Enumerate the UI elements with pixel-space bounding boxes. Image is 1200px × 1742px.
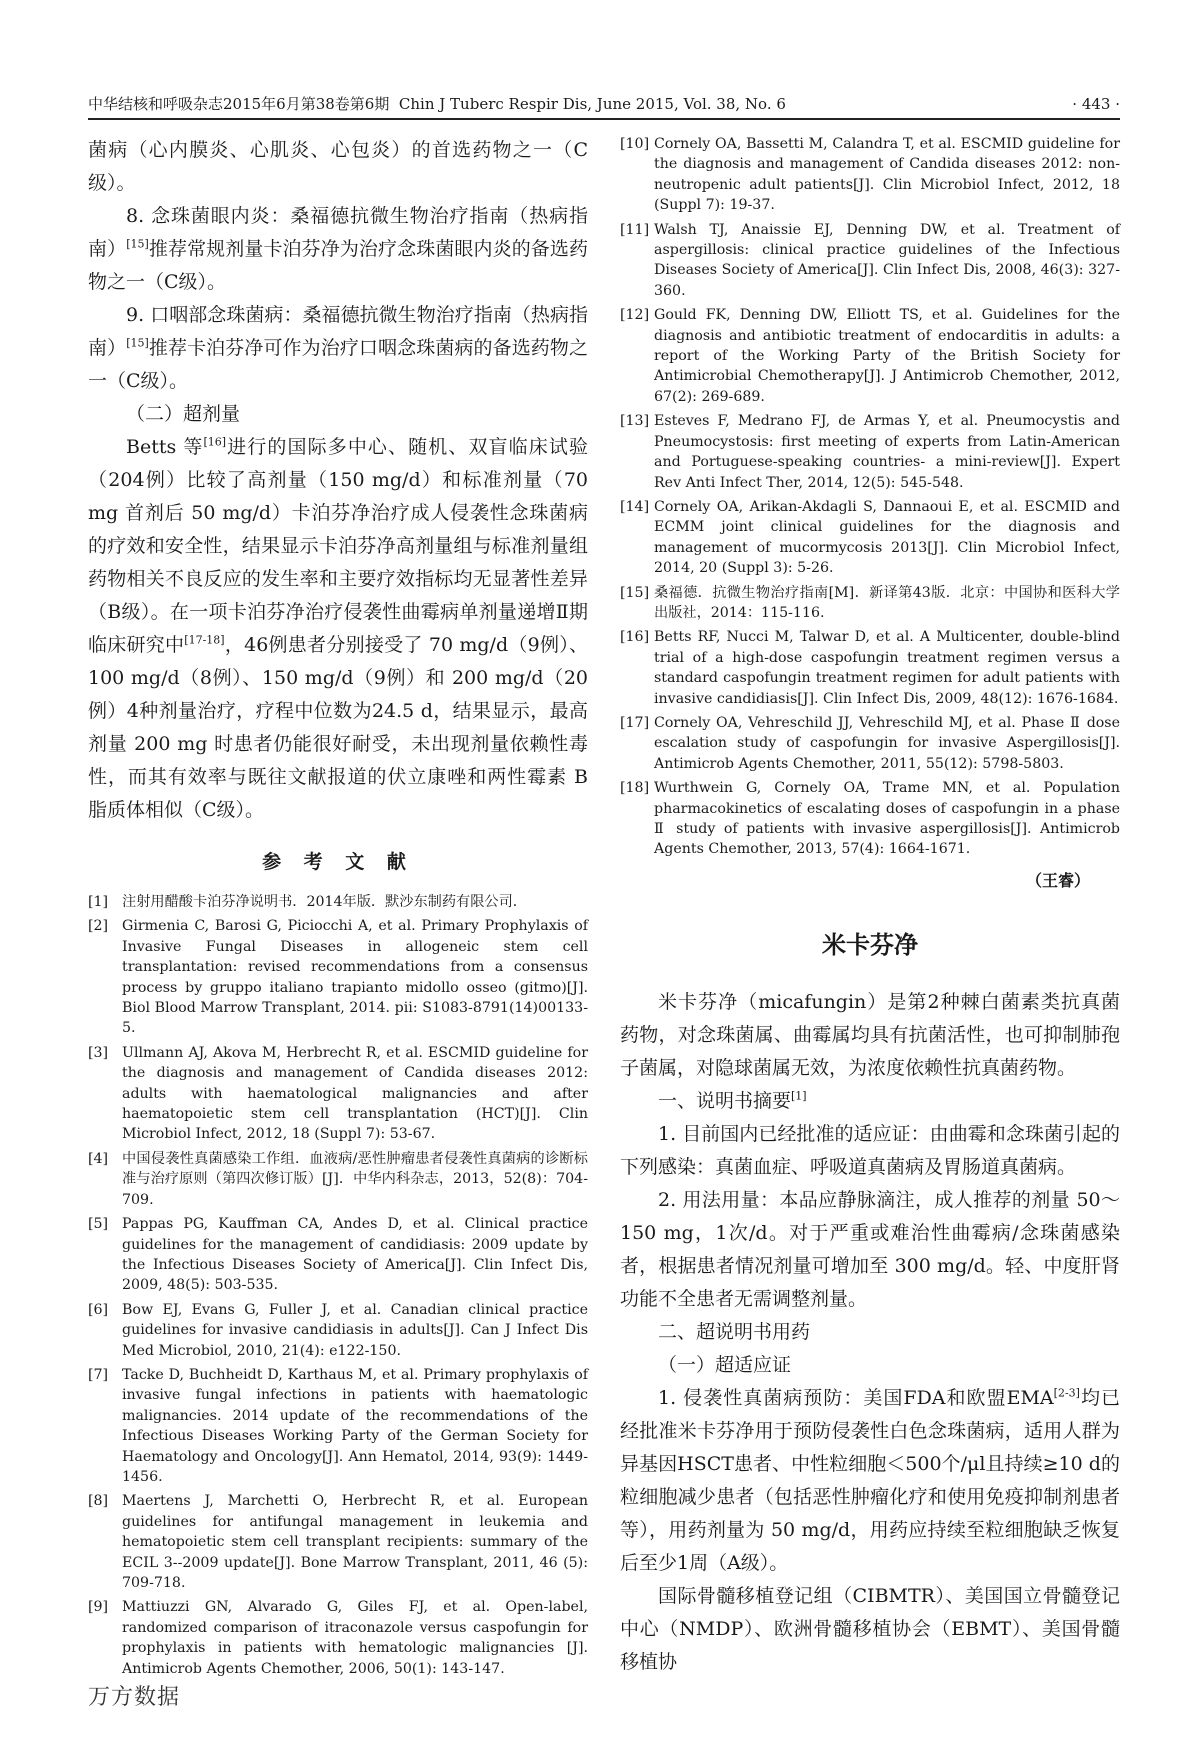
reference-number: [4]: [88, 1150, 109, 1167]
reference-item: [88, 1491, 588, 1593]
reference-text: Walsh TJ, Anaissie EJ, Denning DW, et al. Treatment of aspergillosis: clinical practice guidelines of the Infectious Diseases Society of America[J]. Clin Infect Dis, 2008, 46(3): 327-360.: [654, 221, 1120, 299]
reference-text: Girmenia C, Barosi G, Piciocchi A, et al. Primary Prophylaxis of Invasive Fungal Diseases in allogeneic stem cell transplantation: revised recommendations from a consensus process by gruppo italiano trapianto midollo osseo (gitmo)[J]. Biol Blood Marrow Transplant, 2014. pii: S1083-8791(14)00133-5.: [122, 918, 588, 1037]
reference-number: [1]: [88, 894, 109, 910]
reference-text: Ullmann AJ, Akova M, Herbrecht R, et al. ESCMID guideline for the diagnosis and management of Candida diseases 2012: adults with haematological malignancies and after haematopoietic stem cell transplantation (HCT)[J]. Clin Microbiol Infect, 2012, 18 (Suppl 7): 53-67.: [122, 1044, 588, 1143]
reference-number: [7]: [88, 1366, 109, 1383]
reference-text: Bow EJ, Evans G, Fuller J, et al. Canadian clinical practice guidelines for invasive candidiasis in adults[J]. Can J Infect Dis Med Microbiol, 2010, 21(4): e122-150.: [122, 1301, 588, 1359]
reference-item: [620, 220, 1120, 302]
subsection-heading-offlabel: 二、超说明书用药: [658, 1320, 811, 1343]
reference-text: Cornely OA, Vehreschild JJ, Vehreschild MJ, et al. Phase Ⅱ dose escalation study of caspofungin for invasive Aspergillosis[J]. Antimicrob Agents Chemother, 2011, 55(12): 5798-5803.: [654, 714, 1120, 772]
text: 1. 侵袭性真菌病预防：美国FDA和欧盟EMA: [658, 1386, 1054, 1409]
journal-citation: [88, 92, 786, 116]
reference-number: [18]: [620, 780, 650, 797]
reference-text: 中国侵袭性真菌感染工作组．血液病/恶性肿瘤患者侵袭性真菌病的诊断标准与治疗原则（第四次修订版）[J]．中华内科杂志，2013，52(8)：704-709.: [122, 1150, 588, 1208]
reference-number: [16]: [620, 629, 650, 646]
reference-list-right: [620, 134, 1120, 860]
journal-name-en: Chin J Tuberc Respir Dis, June 2015, Vol. 38, No. 6: [398, 95, 786, 113]
text: 推荐常规剂量卡泊芬净为治疗念珠菌眼内炎的备选药物之一（C级）。: [88, 238, 588, 293]
paragraph-indications: 1. 目前国内已经批准的适应证：由曲霉和念珠菌引起的下列感染：真菌血症、呼吸道真菌病及胃肠道真菌病。: [620, 1122, 1120, 1178]
text: ，46例患者分别接受了 70 mg/d（9例）、100 mg/d（8例）、150 mg/d（9例）和 200 mg/d（20例）4种剂量治疗，疗程中位数为24.5 d，结果显示，最高剂量 200 mg 时患者仍能很好耐受，未出现剂量依赖性毒性，而其有效率与既往文献报道的伏立康唑和两性霉素 B 脂质体相似（C级）。: [88, 634, 588, 821]
reference-text: Cornely OA, Arikan-Akdagli S, Dannaoui E, et al. ESCMID and ECMM joint clinical guidelines for the diagnosis and management of mucormycosis 2013[J]. Clin Microbiol Infect, 2014, 20 (Suppl 3): 5-26.: [654, 498, 1120, 577]
reference-number: [14]: [620, 498, 650, 515]
reference-number: [12]: [620, 307, 650, 324]
reference-number: [11]: [620, 221, 650, 238]
reference-number: [2]: [88, 918, 109, 935]
paragraph-dosage: 2. 用法用量：本品应静脉滴注，成人推荐的剂量 50～150 mg，1次/d。对于严重或难治性曲霉病/念珠菌感染者，根据患者情况剂量可增加至 300 mg/d。轻、中度肝肾功能不全患者无需调整剂量。: [620, 1188, 1120, 1310]
subsection-heading-overdose: （二）超剂量: [126, 403, 241, 425]
citation-sup: [15]: [126, 336, 149, 350]
text: 一、说明书摘要: [658, 1089, 792, 1112]
citation-sup: [15]: [126, 237, 149, 251]
reference-number: [17]: [620, 714, 650, 731]
reference-item: [88, 1300, 588, 1361]
reference-list-left: [88, 892, 588, 1679]
text: 均已经批准米卡芬净用于预防侵袭性白色念珠菌病，适用人群为异基因HSCT患者、中性粒细胞＜500个/μl且持续≥10 d的粒细胞减少患者（包括恶性肿瘤化疗和使用免疫抑制剂患者等），用药剂量为 50 mg/d，用药应持续至粒细胞缺乏恢复后至少1周（A级）。: [620, 1386, 1120, 1574]
reference-text: Wurthwein G, Cornely OA, Trame MN, et al. Population pharmacokinetics of escalating doses of caspofungin in a phase Ⅱ study of patients with invasive aspergillosis[J]. Antimicrob Agents Chemother, 2013, 57(4): 1664-1671.: [654, 780, 1120, 858]
reference-text: Betts RF, Nucci M, Talwar D, et al. A Multicenter, double-blind trial of a high-dose caspofungin treatment regimen versus a standard caspofungin treatment regimen for adult patients with invasive candidiasis[J]. Clin Infect Dis, 2009, 48(12): 1676-1684.: [654, 629, 1120, 707]
reference-number: [8]: [88, 1493, 109, 1510]
reference-number: [10]: [620, 136, 650, 152]
reference-item: [620, 713, 1120, 774]
section-title-micafungin: 米卡芬净: [822, 930, 918, 959]
reference-text: 桑福德．抗微生物治疗指南[M]．新译第43版．北京：中国协和医科大学出版社，2014：115-116.: [654, 584, 1120, 621]
text: 9. 口咽部念珠菌病：桑福德抗微生物治疗指南（热病指南）: [88, 304, 588, 359]
reference-number: [9]: [88, 1599, 109, 1616]
reference-item: [620, 411, 1120, 493]
reference-text: Gould FK, Denning DW, Elliott TS, et al. Guidelines for the diagnosis and antibiotic treatment of endocarditis in adults: a report of the Working Party of the British Society for Antimicrobial Chemotherapy[J]. J Antimicrob Chemother, 2012, 67(2): 269-689.: [654, 307, 1120, 405]
reference-item: [620, 305, 1120, 407]
reference-item: [620, 627, 1120, 709]
paragraph-registries: 国际骨髓移植登记组（CIBMTR）、美国国立骨髓登记中心（NMDP）、欧洲骨髓移植协会（EBMT）、美国骨髓移植协: [620, 1584, 1120, 1673]
reference-number: [13]: [620, 413, 650, 430]
paragraph-oropharyngeal: [88, 299, 588, 398]
reference-item: [620, 583, 1120, 624]
text: Betts 等: [126, 436, 204, 458]
reference-item: [88, 916, 588, 1038]
text: 8. 念珠菌眼内炎：桑福德抗微生物治疗指南（热病指南）: [88, 205, 588, 260]
citation-sup: [17-18]: [184, 633, 225, 647]
reference-text: Tacke D, Buchheidt D, Karthaus M, et al. Primary prophylaxis of invasive fungal infections in patients with haematologic malignancies. 2014 update of the recommendations of the Infectious Diseases Working Party of the German Society for Haematology and Oncology[J]. Ann Hematol, 2014, 93(9): 1449-1456.: [122, 1366, 588, 1485]
reference-item: [88, 1597, 588, 1679]
editor-credit: （王睿）: [1025, 870, 1090, 890]
reference-number: [3]: [88, 1044, 109, 1061]
citation-sup: [1]: [791, 1089, 807, 1103]
subsection-heading-indication: （一）超适应证: [658, 1353, 792, 1376]
subsection-heading-summary: [620, 1085, 1120, 1118]
reference-item: [88, 1365, 588, 1487]
page-number: · 443 ·: [1072, 95, 1120, 113]
reference-text: Pappas PG, Kauffman CA, Andes D, et al. Clinical practice guidelines for the management of candidiasis: 2009 update by the Infectious Diseases Society of America[J]. Clin Infect Dis, 2009, 48(5): 503-535.: [122, 1216, 588, 1294]
paragraph-intro: 米卡芬净（micafungin）是第2种棘白菌素类抗真菌药物，对念珠菌属、曲霉属均具有抗菌活性，也可抑制肺孢子菌属，对隐球菌属无效，为浓度依赖性抗真菌药物。: [620, 990, 1120, 1079]
paragraph-endophthalmitis: [88, 200, 588, 299]
text: 进行的国际多中心、随机、双盲临床试验（204例）比较了高剂量（150 mg/d）和标准剂量（70 mg 首剂后 50 mg/d）卡泊芬净治疗成人侵袭性念珠菌病的疗效和安全性，结果显示卡泊芬净高剂量组与标准剂量组药物相关不良反应的发生率和主要疗效指标均无显著性差异（B级）。在一项卡泊芬净治疗侵袭性曲霉病单剂量递增Ⅱ期临床研究中: [88, 436, 588, 656]
paragraph-overdose: [88, 431, 588, 827]
text: 推荐卡泊芬净可作为治疗口咽念珠菌病的备选药物之一（C级）。: [88, 337, 588, 392]
paragraph-1: 菌病（心内膜炎、心肌炎、心包炎）的首选药物之一（C级）。: [88, 139, 588, 194]
reference-item: [620, 497, 1120, 579]
reference-text: Maertens J, Marchetti O, Herbrecht R, et al. European guidelines for antifungal management in leukemia and hematopoietic stem cell transplant recipients: summary of the ECIL 3--2009 update[J]. Bone Marrow Transplant, 2011, 46 (5): 709-718.: [122, 1493, 588, 1591]
reference-text: Esteves F, Medrano FJ, de Armas Y, et al. Pneumocystis and Pneumocystosis: first meeting of experts from Latin-American and Portuguese-speaking countries- a mini-review[J]. Expert Rev Anti Infect Ther, 2014, 12(5): 545-548.: [654, 413, 1120, 491]
journal-name-cn: 中华结核和呼吸杂志2015年6月第38卷第6期: [88, 95, 390, 113]
left-column: [88, 134, 588, 1683]
reference-number: [5]: [88, 1216, 109, 1233]
reference-item: [88, 892, 588, 912]
paragraph-prophylaxis: [620, 1382, 1120, 1580]
watermark: 万方数据: [88, 1685, 181, 1710]
citation-sup: [2-3]: [1053, 1386, 1080, 1400]
reference-number: [6]: [88, 1301, 109, 1318]
reference-item: [620, 778, 1120, 860]
reference-text: 注射用醋酸卡泊芬净说明书．2014年版．默沙东制药有限公司．: [122, 894, 527, 910]
running-header: [88, 92, 1120, 120]
reference-text: Cornely OA, Bassetti M, Calandra T, et al. ESCMID guideline for the diagnosis and management of Candida diseases 2012: non-neutropenic adult patients[J]. Clin Microbiol Infect, 2012, 18 (Suppl 7): 19-37.: [654, 136, 1120, 214]
reference-text: Mattiuzzi GN, Alvarado G, Giles FJ, et al. Open-label, randomized comparison of itraconazole versus caspofungin for prophylaxis in patients with hematologic malignancies [J]. Antimicrob Agents Chemother, 2006, 50(1): 143-147.: [122, 1599, 588, 1677]
references-title: 参 考 文 献: [262, 851, 414, 873]
right-column: [620, 134, 1120, 1679]
reference-item: [88, 1043, 588, 1145]
reference-item: [88, 1214, 588, 1296]
reference-item: [88, 1149, 588, 1210]
reference-item: [620, 134, 1120, 216]
reference-number: [15]: [620, 584, 650, 601]
citation-sup: [16]: [203, 435, 227, 449]
